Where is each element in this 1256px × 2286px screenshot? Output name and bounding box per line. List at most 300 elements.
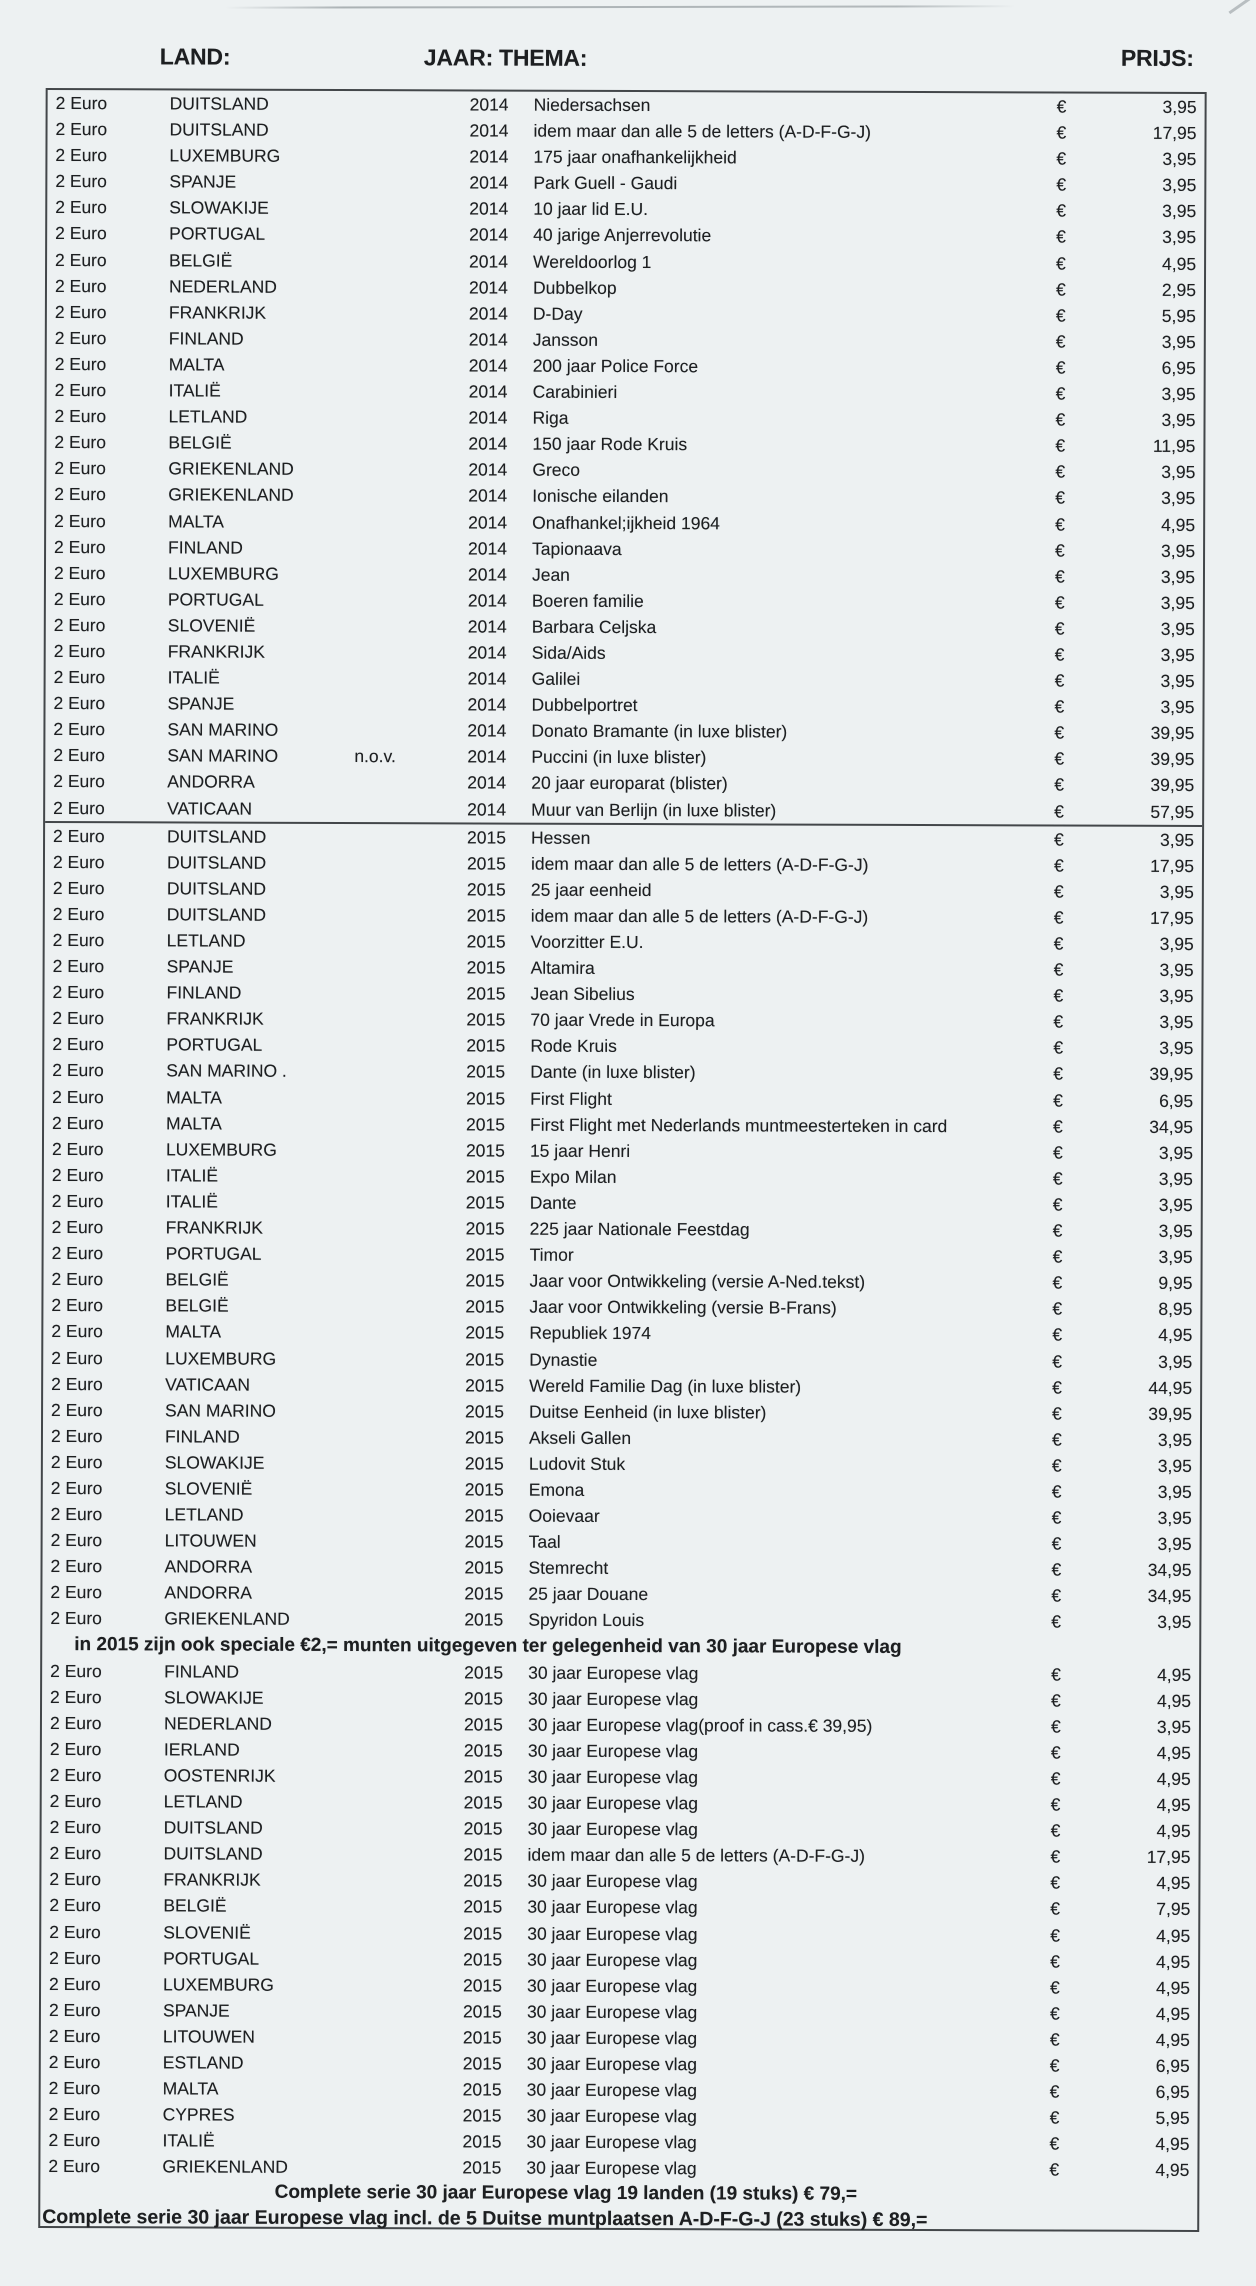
year-cell: 2014 xyxy=(469,172,509,193)
note-cell xyxy=(352,1450,465,1476)
currency-symbol: € xyxy=(1055,513,1065,535)
coin-row xyxy=(47,247,1204,277)
price-cell: 4,95 xyxy=(1155,2029,1190,2050)
denomination-cell: 2 Euro xyxy=(51,1295,104,1316)
column-header-prijs: PRIJS: xyxy=(1120,44,1194,71)
currency-symbol: € xyxy=(1054,566,1065,587)
note-cell xyxy=(351,1763,464,1789)
theme-cell: 30 jaar Europese vlag xyxy=(528,1662,699,1683)
note-cell xyxy=(351,1685,464,1711)
country-cell: FINLAND xyxy=(164,1661,240,1682)
theme-cell: 30 jaar Europese vlag xyxy=(526,2158,697,2179)
country-cell: IERLAND xyxy=(163,1739,240,1760)
year-cell: 2015 xyxy=(464,1427,504,1448)
currency-symbol: € xyxy=(1050,1820,1061,1841)
price-cell: 4,95 xyxy=(1156,1821,1191,1842)
denomination-cell: 2 Euro xyxy=(52,982,105,1003)
note-cell xyxy=(354,876,467,902)
note-cell xyxy=(355,509,468,535)
currency-symbol: € xyxy=(1050,1898,1061,1919)
theme-cell: 150 jaar Rode Kruis xyxy=(532,433,688,455)
theme-cell: Dante xyxy=(529,1192,577,1213)
country-cell: SAN MARINO . xyxy=(166,1060,287,1082)
price-cell: 3,95 xyxy=(1157,1429,1193,1450)
currency-symbol: € xyxy=(1053,1011,1064,1032)
country-cell: MALTA xyxy=(166,1086,222,1108)
note-cell xyxy=(356,169,469,195)
price-cell: 3,95 xyxy=(1159,881,1194,902)
theme-cell: 30 jaar Europese vlag(proof in cass.€ 39,95) xyxy=(527,1714,873,1736)
theme-cell: 30 jaar Europese vlag xyxy=(527,1949,698,1970)
price-cell: 3,95 xyxy=(1160,618,1195,639)
price-cell: 5,95 xyxy=(1161,305,1196,326)
coin-row xyxy=(43,1266,1200,1296)
price-cell: 4,95 xyxy=(1158,1325,1193,1346)
note-cell xyxy=(354,902,467,928)
note-cell xyxy=(355,587,468,613)
note-cell xyxy=(356,274,469,300)
denomination-cell: 2 Euro xyxy=(50,1451,103,1473)
coin-row xyxy=(47,299,1204,329)
country-cell: SLOWAKIJE xyxy=(169,197,269,219)
theme-cell: idem maar dan alle 5 de letters (A-D-F-G-J) xyxy=(527,1844,866,1867)
denomination-cell: 2 Euro xyxy=(54,536,106,557)
note-cell xyxy=(352,1502,465,1528)
country-cell: GRIEKENLAND xyxy=(168,484,294,506)
denomination-cell: 2 Euro xyxy=(55,119,108,140)
country-cell: DUITSLAND xyxy=(163,1843,263,1865)
denomination-cell: 2 Euro xyxy=(54,458,106,479)
coin-row xyxy=(45,927,1202,957)
year-cell: 2014 xyxy=(468,433,508,454)
denomination-cell: 2 Euro xyxy=(53,640,106,662)
coin-row xyxy=(45,690,1202,720)
year-cell: 2015 xyxy=(466,1087,506,1109)
coin-row xyxy=(43,1292,1200,1322)
denomination-cell: 2 Euro xyxy=(51,1347,103,1368)
year-cell: 2014 xyxy=(468,381,508,402)
theme-cell: Park Guell - Gaudi xyxy=(533,172,678,194)
note-cell xyxy=(353,1241,466,1267)
denomination-cell: 2 Euro xyxy=(52,1112,104,1133)
column-header-jaar: JAAR: xyxy=(423,44,494,71)
country-cell: FINLAND xyxy=(168,328,244,349)
price-cell: 4,95 xyxy=(1161,514,1196,535)
theme-cell: 30 jaar Europese vlag xyxy=(527,1740,699,1762)
price-cell: 2,95 xyxy=(1161,279,1197,300)
country-cell: SAN MARINO xyxy=(165,1400,276,1421)
note-cell xyxy=(352,1267,465,1293)
coin-row xyxy=(42,1710,1199,1740)
country-cell: DUITSLAND xyxy=(163,1817,263,1838)
theme-cell: 10 jaar lid E.U. xyxy=(533,199,649,220)
note-cell xyxy=(353,1059,466,1085)
note-cell xyxy=(350,2102,463,2128)
coin-row xyxy=(43,1344,1200,1374)
theme-cell: Stemrecht xyxy=(528,1557,609,1579)
price-cell: 9,95 xyxy=(1158,1273,1193,1294)
note-cell xyxy=(353,980,466,1006)
country-cell: LITOUWEN xyxy=(162,2026,255,2047)
year-cell: 2015 xyxy=(462,2105,502,2126)
year-cell: 2015 xyxy=(464,1557,504,1578)
price-cell: 3,95 xyxy=(1161,462,1196,483)
currency-symbol: € xyxy=(1051,1455,1062,1476)
coin-row xyxy=(47,377,1204,407)
note-cell xyxy=(356,352,469,378)
theme-cell: Puccini (in luxe blister) xyxy=(531,747,707,768)
note-cell xyxy=(349,2154,462,2180)
year-cell: 2015 xyxy=(462,2027,502,2048)
year-cell: 2015 xyxy=(465,1192,505,1213)
price-cell: 3,95 xyxy=(1159,1038,1194,1059)
note-cell xyxy=(353,1111,466,1137)
year-cell: 2014 xyxy=(469,120,509,141)
country-cell: BELGIË xyxy=(165,1269,229,1290)
country-cell: LUXEMBURG xyxy=(167,563,279,584)
coin-row xyxy=(41,1997,1198,2027)
note-cell xyxy=(351,1580,464,1606)
denomination-cell: 2 Euro xyxy=(52,956,105,977)
note-cell xyxy=(352,1528,465,1554)
note-cell xyxy=(350,2050,463,2076)
currency-symbol: € xyxy=(1052,1272,1063,1293)
denomination-cell: 2 Euro xyxy=(53,719,106,740)
note-cell xyxy=(353,1189,466,1215)
year-cell: 2015 xyxy=(464,1531,504,1552)
country-cell: SLOWAKIJE xyxy=(164,1452,265,1473)
currency-symbol: € xyxy=(1049,2029,1060,2050)
price-cell: 3,95 xyxy=(1157,1534,1192,1555)
note-cell xyxy=(356,248,469,274)
note-cell xyxy=(356,195,469,221)
currency-symbol: € xyxy=(1055,487,1066,508)
note-cell xyxy=(354,769,467,795)
note-cell xyxy=(350,1946,463,1972)
country-cell: BELGIË xyxy=(169,249,233,271)
coin-row xyxy=(42,1579,1199,1609)
price-cell: 3,95 xyxy=(1162,96,1197,117)
country-cell: PORTUGAL xyxy=(166,1034,263,1056)
denomination-cell: 2 Euro xyxy=(49,1791,102,1812)
price-cell: 3,95 xyxy=(1158,1168,1193,1189)
denomination-cell: 2 Euro xyxy=(50,1425,103,1446)
denomination-cell: 2 Euro xyxy=(50,1504,103,1525)
year-cell: 2014 xyxy=(469,224,509,246)
country-cell: LETLAND xyxy=(168,406,248,427)
price-cell: 4,95 xyxy=(1156,1794,1191,1816)
note-cell xyxy=(355,430,468,456)
denomination-cell: 2 Euro xyxy=(54,327,107,349)
price-cell: 44,95 xyxy=(1148,1377,1193,1398)
theme-cell: Ludovit Stuk xyxy=(528,1453,626,1474)
currency-symbol: € xyxy=(1052,1246,1063,1267)
country-cell: PORTUGAL xyxy=(169,223,266,245)
denomination-cell: 2 Euro xyxy=(53,693,106,714)
price-cell: 3,95 xyxy=(1160,644,1195,665)
currency-symbol: € xyxy=(1055,357,1066,378)
year-cell: 2015 xyxy=(466,853,506,874)
denomination-cell: 2 Euro xyxy=(48,2104,101,2125)
price-cell: 3,95 xyxy=(1160,540,1196,561)
price-cell: 34,95 xyxy=(1149,1116,1194,1137)
denomination-cell: 2 Euro xyxy=(53,797,105,818)
theme-cell: 225 jaar Nationale Feestdag xyxy=(529,1218,750,1240)
coin-row xyxy=(44,1005,1201,1035)
note-cell xyxy=(355,456,468,482)
note-cell xyxy=(356,378,469,404)
country-cell: LETLAND xyxy=(163,1791,243,1812)
note-cell xyxy=(355,404,468,430)
year-cell: 2015 xyxy=(465,1296,505,1317)
theme-cell: Dubbelkop xyxy=(532,277,617,298)
currency-symbol: € xyxy=(1051,1429,1062,1450)
coin-row xyxy=(42,1814,1199,1844)
country-cell: PORTUGAL xyxy=(165,1243,262,1264)
year-cell: 2015 xyxy=(464,1662,504,1683)
theme-cell: Jansson xyxy=(532,329,599,350)
currency-symbol: € xyxy=(1053,1090,1063,1111)
note-cell xyxy=(352,1293,465,1319)
theme-cell: Muur van Berlijn (in luxe blister) xyxy=(531,799,777,821)
currency-symbol: € xyxy=(1050,1768,1061,1789)
coin-row xyxy=(47,194,1204,224)
country-cell: GRIEKENLAND xyxy=(164,1608,290,1630)
coin-row xyxy=(42,1605,1199,1635)
coin-row xyxy=(46,586,1203,616)
country-cell: BELGIË xyxy=(168,432,232,453)
coin-row xyxy=(40,2153,1197,2183)
country-cell: NEDERLAND xyxy=(163,1713,272,1734)
theme-cell: 25 jaar Douane xyxy=(528,1583,649,1605)
theme-cell: First Flight xyxy=(530,1088,612,1109)
year-cell: 2014 xyxy=(467,590,507,611)
theme-cell: Ionische eilanden xyxy=(532,486,669,507)
coin-row xyxy=(42,1658,1199,1688)
country-cell: FRANKRIJK xyxy=(163,1869,261,1891)
theme-cell: Spyridon Louis xyxy=(528,1610,645,1631)
country-cell: SAN MARINO xyxy=(167,745,279,767)
theme-cell: 70 jaar Vrede in Europa xyxy=(530,1009,715,1031)
country-cell: MALTA xyxy=(166,1113,222,1134)
year-cell: 2014 xyxy=(469,94,509,115)
currency-symbol: € xyxy=(1049,2133,1060,2154)
currency-symbol: € xyxy=(1054,801,1064,822)
year-cell: 2014 xyxy=(467,798,507,820)
country-cell: LUXEMBURG xyxy=(169,145,281,166)
country-cell: FINLAND xyxy=(168,536,243,558)
country-cell: DUITSLAND xyxy=(166,904,267,925)
price-cell: 3,95 xyxy=(1158,1351,1193,1372)
coin-row xyxy=(45,821,1202,853)
country-cell: GRIEKENLAND xyxy=(162,2156,288,2178)
country-cell: FINLAND xyxy=(166,982,242,1003)
denomination-cell: 2 Euro xyxy=(49,1921,101,1942)
theme-cell: 30 jaar Europese vlag xyxy=(526,2001,698,2023)
year-cell: 2015 xyxy=(464,1453,504,1474)
theme-cell: Dubbelportret xyxy=(531,694,638,716)
denomination-cell: 2 Euro xyxy=(48,2025,101,2047)
special-note-text: in 2015 zijn ook speciale €2,= munten uitgegeven ter gelegenheid van 30 jaar Europese vlag xyxy=(74,1633,902,1658)
price-cell: 11,95 xyxy=(1152,436,1196,457)
note-cell xyxy=(352,1346,465,1372)
denomination-cell: 2 Euro xyxy=(55,197,107,218)
note-cell: n.o.v. xyxy=(354,746,396,767)
year-cell: 2015 xyxy=(465,1270,505,1291)
coin-row xyxy=(41,1971,1198,2001)
year-cell: 2015 xyxy=(466,879,506,900)
year-cell: 2015 xyxy=(463,1740,503,1761)
denomination-cell: 2 Euro xyxy=(49,1869,102,1890)
theme-cell: Republiek 1974 xyxy=(529,1323,651,1344)
coin-row xyxy=(46,534,1203,564)
currency-symbol: € xyxy=(1049,2003,1060,2024)
theme-cell: Jean Sibelius xyxy=(530,983,635,1005)
price-cell: 3,95 xyxy=(1159,986,1194,1007)
year-cell: 2015 xyxy=(463,1844,503,1865)
note-cell xyxy=(350,2024,463,2050)
coin-row xyxy=(46,664,1203,694)
coin-row xyxy=(46,455,1203,485)
note-cell xyxy=(353,1137,466,1163)
currency-symbol: € xyxy=(1051,1664,1061,1685)
denomination-cell: 2 Euro xyxy=(52,1008,105,1029)
currency-symbol: € xyxy=(1055,435,1066,456)
denomination-cell: 2 Euro xyxy=(49,1843,102,1864)
price-cell: 3,95 xyxy=(1160,670,1195,692)
theme-cell: Voorzitter E.U. xyxy=(530,931,644,953)
country-cell: SAN MARINO xyxy=(167,719,279,741)
year-cell: 2015 xyxy=(465,1322,505,1343)
price-cell: 3,95 xyxy=(1162,227,1197,248)
year-cell: 2015 xyxy=(462,2079,502,2100)
price-cell: 3,95 xyxy=(1161,409,1196,431)
note-cell xyxy=(355,665,468,691)
theme-cell: 200 jaar Police Force xyxy=(532,355,699,377)
currency-symbol: € xyxy=(1051,1585,1062,1606)
coin-row xyxy=(48,90,1205,120)
denomination-cell: 2 Euro xyxy=(51,1243,104,1264)
note-cell xyxy=(349,2128,462,2154)
note-cell xyxy=(357,91,470,117)
note-cell xyxy=(354,717,467,743)
theme-cell: Wereld Familie Dag (in luxe blister) xyxy=(529,1375,802,1397)
denomination-cell: 2 Euro xyxy=(53,667,106,688)
price-cell: 3,95 xyxy=(1160,566,1196,587)
year-cell: 2014 xyxy=(468,355,508,376)
currency-symbol: € xyxy=(1049,2055,1060,2076)
coin-row xyxy=(43,1475,1200,1505)
denomination-cell: 2 Euro xyxy=(52,1034,104,1055)
coin-row xyxy=(45,716,1202,746)
country-cell: PORTUGAL xyxy=(163,1948,260,1969)
price-cell: 4,95 xyxy=(1155,2134,1190,2155)
coin-row xyxy=(42,1736,1199,1766)
year-cell: 2015 xyxy=(466,1061,506,1083)
country-cell: PORTUGAL xyxy=(167,589,264,610)
currency-symbol: € xyxy=(1053,985,1064,1006)
currency-symbol: € xyxy=(1056,148,1067,169)
year-cell: 2015 xyxy=(466,983,506,1004)
note-cell xyxy=(350,1920,463,1946)
price-cell: 3,95 xyxy=(1160,697,1195,718)
currency-symbol: € xyxy=(1051,1507,1062,1528)
currency-symbol: € xyxy=(1051,1611,1062,1632)
currency-symbol: € xyxy=(1052,1220,1063,1241)
country-cell: ITALIË xyxy=(168,380,221,401)
theme-cell: 30 jaar Europese vlag xyxy=(527,1975,698,1996)
year-cell: 2015 xyxy=(462,2001,502,2022)
coin-row xyxy=(44,1162,1201,1192)
year-cell: 2014 xyxy=(467,564,507,585)
country-cell: ANDORRA xyxy=(164,1556,253,1577)
country-cell: VATICAAN xyxy=(165,1373,251,1395)
country-cell: SLOVENIË xyxy=(163,1921,251,1943)
price-cell: 4,95 xyxy=(1156,1768,1191,1789)
denomination-cell: 2 Euro xyxy=(49,1973,101,1994)
price-cell: 3,95 xyxy=(1158,1220,1193,1242)
country-cell: MALTA xyxy=(168,510,224,532)
coin-row xyxy=(43,1397,1200,1427)
note-cell xyxy=(354,954,467,980)
denomination-cell: 2 Euro xyxy=(50,1530,103,1551)
year-cell: 2014 xyxy=(468,459,508,480)
country-cell: FRANKRIJK xyxy=(168,302,267,323)
year-cell: 2015 xyxy=(466,1114,506,1135)
note-cell xyxy=(356,326,469,352)
coin-row xyxy=(47,168,1204,198)
theme-cell: Carabinieri xyxy=(532,381,618,402)
coin-row xyxy=(41,2049,1198,2079)
year-cell: 2015 xyxy=(465,1166,505,1187)
theme-cell: Wereldoorlog 1 xyxy=(533,251,652,272)
price-cell: 3,95 xyxy=(1157,1481,1192,1502)
price-table-rows xyxy=(40,90,1204,2184)
currency-symbol: € xyxy=(1052,1194,1063,1215)
year-cell: 2015 xyxy=(464,1479,504,1500)
denomination-cell: 2 Euro xyxy=(53,562,106,583)
denomination-cell: 2 Euro xyxy=(49,1764,102,1786)
coin-row xyxy=(44,1136,1201,1166)
currency-symbol: € xyxy=(1049,2081,1060,2102)
denomination-cell: 2 Euro xyxy=(54,484,106,505)
currency-symbol: € xyxy=(1052,1350,1063,1372)
country-cell: ITALIË xyxy=(162,2130,215,2151)
note-cell xyxy=(355,535,468,561)
denomination-cell: 2 Euro xyxy=(53,771,105,792)
currency-symbol: € xyxy=(1055,383,1066,404)
denomination-cell: 2 Euro xyxy=(51,1164,104,1186)
denomination-cell: 2 Euro xyxy=(48,2156,101,2177)
currency-symbol: € xyxy=(1056,200,1067,221)
denomination-cell: 2 Euro xyxy=(54,275,107,296)
note-cell xyxy=(352,1319,465,1345)
year-cell: 2015 xyxy=(466,905,506,926)
coin-row xyxy=(42,1788,1199,1818)
country-cell: LUXEMBURG xyxy=(163,1974,274,1995)
price-cell: 39,95 xyxy=(1148,1403,1193,1424)
currency-symbol: € xyxy=(1053,1116,1063,1137)
theme-cell: Sida/Aids xyxy=(531,642,606,663)
price-cell: 3,95 xyxy=(1160,592,1195,613)
coin-row xyxy=(42,1684,1199,1714)
year-cell: 2015 xyxy=(465,1140,505,1161)
footer-series-23-stuks: Complete serie 30 jaar Europese vlag incl. de 5 Duitse muntplaatsen A-D-F-G-J (23 stuks) € 89,= xyxy=(42,2205,928,2231)
country-cell: BELGIË xyxy=(165,1295,229,1316)
note-cell xyxy=(356,117,469,143)
theme-cell: Tapionaava xyxy=(532,538,622,559)
currency-symbol: € xyxy=(1050,1925,1061,1946)
